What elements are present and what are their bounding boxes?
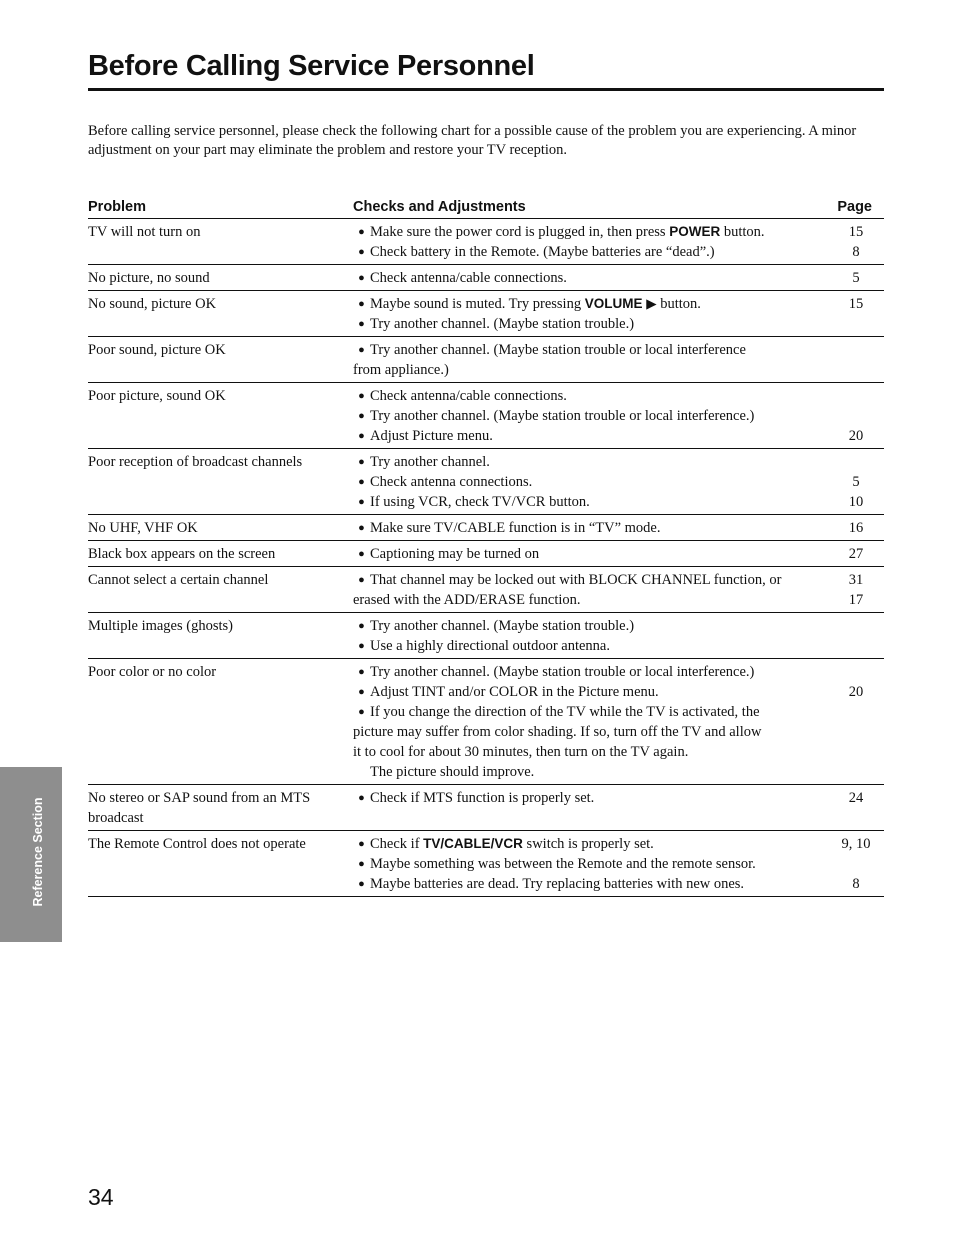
page-number: 34 <box>88 1184 114 1210</box>
page-cell <box>828 222 884 262</box>
header-page: Page <box>837 199 872 215</box>
check-text: Adjust TINT and/or COLOR in the Picture menu. <box>370 684 659 700</box>
problem-cell <box>88 386 353 446</box>
button-name: POWER <box>669 224 721 239</box>
check-text: If you change the direction of the TV while the TV is activated, the <box>370 704 760 720</box>
checks-cell <box>353 386 828 446</box>
table-row <box>88 785 884 831</box>
bullet-icon <box>353 682 370 702</box>
check-text: switch is properly set. <box>522 836 654 852</box>
page-ref: 17 <box>848 592 864 608</box>
check-text: picture may suffer from color shading. If so, turn off the TV and allow <box>353 724 762 740</box>
problem-text: No stereo or SAP sound from an MTS <box>88 790 311 806</box>
bullet-icon <box>353 874 370 894</box>
check-line <box>353 742 828 762</box>
page-cell <box>828 788 884 828</box>
check-text: it to cool for about 30 minutes, then turn on the TV again. <box>353 744 689 760</box>
problem-cell <box>88 834 353 894</box>
checks-cell <box>353 268 828 288</box>
problem-cell <box>88 268 353 288</box>
button-name: TV/CABLE/VCR <box>423 836 523 851</box>
check-text: Check antenna connections. <box>370 474 533 490</box>
checks-cell <box>353 662 828 782</box>
table-row <box>88 383 884 449</box>
check-text: Captioning may be turned on <box>370 546 540 562</box>
intro-paragraph: Before calling service personnel, please check the following chart for a possible cause of the problem you are experiencing. A minor adjustment on your part may eliminate the problem and restore your TV reception. <box>88 123 857 158</box>
problem-cell <box>88 452 353 512</box>
bullet-icon <box>353 268 370 288</box>
table-row <box>88 567 884 613</box>
page-ref: 16 <box>848 520 864 536</box>
check-text: Check if <box>370 836 424 852</box>
button-name: VOLUME ▶ <box>584 296 657 311</box>
check-line <box>353 472 828 492</box>
page-ref: 20 <box>848 428 864 444</box>
check-text: button. <box>656 296 701 312</box>
table-row <box>88 291 884 337</box>
table-body <box>88 219 884 897</box>
check-text: Check battery in the Remote. (Maybe batteries are “dead”.) <box>370 244 715 260</box>
check-line <box>353 386 828 406</box>
check-line <box>353 222 828 242</box>
check-line <box>353 636 828 656</box>
problem-text: broadcast <box>88 810 144 826</box>
page-cell <box>828 544 884 564</box>
check-line <box>353 834 828 854</box>
check-line <box>353 702 828 722</box>
problem-text: Black box appears on the screen <box>88 546 276 562</box>
header-problem: Problem <box>88 199 147 215</box>
checks-cell <box>353 788 828 828</box>
problem-text: No picture, no sound <box>88 270 210 286</box>
check-text: Adjust Picture menu. <box>370 428 493 444</box>
bullet-icon <box>353 616 370 636</box>
problem-cell <box>88 570 353 610</box>
table-row <box>88 265 884 291</box>
problem-text: No sound, picture OK <box>88 296 217 312</box>
table-row <box>88 541 884 567</box>
check-line <box>353 360 828 380</box>
bullet-icon <box>353 636 370 656</box>
page-ref <box>828 386 884 406</box>
page-ref: 20 <box>848 684 864 700</box>
check-text: Maybe batteries are dead. Try replacing batteries with new ones. <box>370 876 745 892</box>
check-text: Check antenna/cable connections. <box>370 388 567 404</box>
check-text: Use a highly directional outdoor antenna. <box>370 638 610 654</box>
bullet-icon <box>353 492 370 512</box>
page-cell <box>828 268 884 288</box>
bullet-icon <box>353 314 370 334</box>
side-tab-label: Reference Section <box>31 797 45 907</box>
problem-text: No UHF, VHF OK <box>88 520 198 536</box>
bullet-icon <box>353 788 370 808</box>
check-line <box>353 616 828 636</box>
page-cell <box>828 294 884 334</box>
table-row <box>88 831 884 897</box>
page-ref <box>828 406 884 426</box>
checks-cell <box>353 616 828 656</box>
check-line <box>353 788 828 808</box>
check-text: Make sure the power cord is plugged in, then press <box>370 224 670 240</box>
check-line <box>353 854 828 874</box>
checks-cell <box>353 294 828 334</box>
bullet-icon <box>353 854 370 874</box>
page-cell <box>828 518 884 538</box>
check-text: The picture should improve. <box>370 764 535 780</box>
page-ref <box>828 314 884 334</box>
checks-cell <box>353 834 828 894</box>
problem-cell <box>88 294 353 334</box>
page-cell <box>828 386 884 446</box>
check-line <box>353 762 828 782</box>
check-text: Try another channel. (Maybe station trouble or local interference.) <box>370 664 755 680</box>
check-line <box>353 590 828 610</box>
page-ref: 31 <box>848 572 864 588</box>
page-ref: 5 <box>852 270 860 286</box>
table-row <box>88 515 884 541</box>
problem-text: Poor reception of broadcast channels <box>88 454 303 470</box>
page-cell <box>828 662 884 782</box>
check-line <box>353 662 828 682</box>
check-text: Try another channel. (Maybe station trouble.) <box>370 316 635 332</box>
page-cell <box>828 340 884 380</box>
table-row <box>88 337 884 383</box>
check-line <box>353 874 828 894</box>
check-line <box>353 242 828 262</box>
check-line <box>353 314 828 334</box>
check-line <box>353 452 828 472</box>
page-ref <box>828 452 884 472</box>
bullet-icon <box>353 834 370 854</box>
bullet-icon <box>353 544 370 564</box>
page-ref: 5 <box>852 474 860 490</box>
problem-cell <box>88 222 353 262</box>
checks-cell <box>353 518 828 538</box>
problem-cell <box>88 662 353 782</box>
check-text: erased with the ADD/ERASE function. <box>353 592 581 608</box>
page-ref: 15 <box>848 224 864 240</box>
bullet-icon <box>353 662 370 682</box>
page-cell <box>828 452 884 512</box>
check-text: Make sure TV/CABLE function is in “TV” mode. <box>370 520 661 536</box>
page-ref: 9, 10 <box>841 836 871 852</box>
check-text: Maybe something was between the Remote and the remote sensor. <box>370 856 756 872</box>
problem-text: Multiple images (ghosts) <box>88 618 233 634</box>
checks-cell <box>353 544 828 564</box>
check-line <box>353 492 828 512</box>
check-text: button. <box>720 224 765 240</box>
bullet-icon <box>353 702 370 722</box>
page-ref: 8 <box>852 876 860 892</box>
page-ref <box>828 662 884 682</box>
bullet-icon <box>353 406 370 426</box>
problem-cell <box>88 518 353 538</box>
check-text: Try another channel. (Maybe station trouble.) <box>370 618 635 634</box>
problem-text: Cannot select a certain channel <box>88 572 269 588</box>
check-text: Check if MTS function is properly set. <box>370 790 595 806</box>
problem-text: TV will not turn on <box>88 224 201 240</box>
troubleshooting-table <box>88 197 884 897</box>
page-cell <box>828 834 884 894</box>
bullet-icon <box>353 386 370 406</box>
check-text: Try another channel. (Maybe station trouble or local interference <box>370 342 746 358</box>
check-text: Try another channel. (Maybe station trouble or local interference.) <box>370 408 755 424</box>
problem-cell <box>88 788 353 828</box>
checks-cell <box>353 452 828 512</box>
page-ref: 15 <box>848 296 864 312</box>
check-text: Try another channel. <box>370 454 490 470</box>
bullet-icon <box>353 242 370 262</box>
bullet-icon <box>353 426 370 446</box>
check-line <box>353 570 828 590</box>
table-row <box>88 659 884 785</box>
check-line <box>353 518 828 538</box>
table-row <box>88 449 884 515</box>
bullet-icon <box>353 518 370 538</box>
page-ref: 27 <box>848 546 864 562</box>
check-line <box>353 544 828 564</box>
page-cell <box>828 570 884 610</box>
problem-cell <box>88 340 353 380</box>
page-title: Before Calling Service Personnel <box>88 48 884 91</box>
bullet-icon <box>353 452 370 472</box>
checks-cell <box>353 222 828 262</box>
page-ref: 8 <box>852 244 860 260</box>
problem-text: The Remote Control does not operate <box>88 836 306 852</box>
check-line <box>353 682 828 702</box>
table-row <box>88 219 884 265</box>
bullet-icon <box>353 340 370 360</box>
page-ref <box>828 854 884 874</box>
table-header <box>88 197 884 219</box>
problem-text: Poor picture, sound OK <box>88 388 226 404</box>
check-text: from appliance.) <box>353 362 449 378</box>
check-line <box>353 722 828 742</box>
check-line <box>353 426 828 446</box>
problem-text: Poor sound, picture OK <box>88 342 226 358</box>
bullet-icon <box>353 222 370 242</box>
problem-cell <box>88 544 353 564</box>
bullet-icon <box>353 472 370 492</box>
check-line <box>353 294 828 314</box>
check-line <box>353 268 828 288</box>
check-text: If using VCR, check TV/VCR button. <box>370 494 590 510</box>
bullet-icon <box>353 294 370 314</box>
problem-text: Poor color or no color <box>88 664 217 680</box>
checks-cell <box>353 340 828 380</box>
page-ref: 24 <box>848 790 864 806</box>
table-row <box>88 613 884 659</box>
page-cell <box>828 616 884 656</box>
bullet-icon <box>353 570 370 590</box>
checks-cell <box>353 570 828 610</box>
check-text: Check antenna/cable connections. <box>370 270 567 286</box>
check-line <box>353 340 828 360</box>
header-checks: Checks and Adjustments <box>353 199 526 215</box>
check-text: That channel may be locked out with BLOCK CHANNEL function, or <box>370 572 782 588</box>
check-text: Maybe sound is muted. Try pressing <box>370 296 585 312</box>
problem-cell <box>88 616 353 656</box>
page-ref: 10 <box>848 494 864 510</box>
check-line <box>353 406 828 426</box>
